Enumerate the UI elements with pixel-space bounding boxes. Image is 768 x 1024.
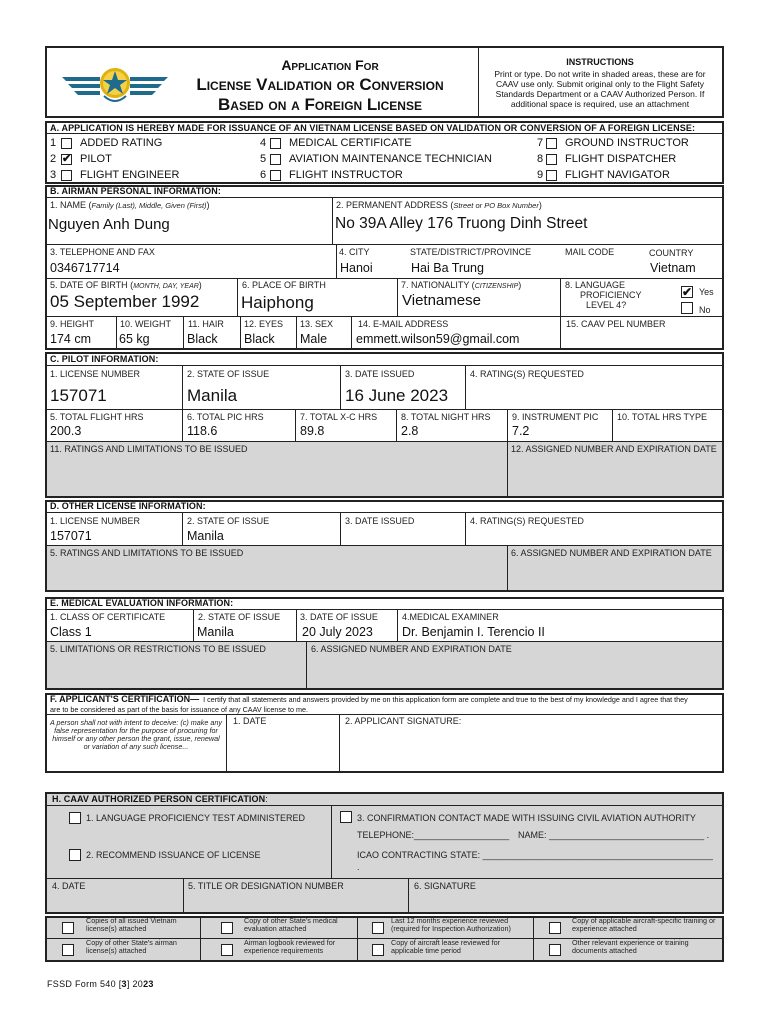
h-name-line[interactable]: NAME: _______________________________ . [518,830,710,840]
b-vline-lang [560,279,561,316]
b-vline-pob [237,279,238,316]
lang-label-2: PROFICIENCY [580,290,642,300]
f-rule-1 [46,714,723,715]
e-class-label: 1. CLASS OF CERTIFICATE [50,612,166,622]
f-warning-text: A person shall not with intent to deceive: (c) make any false representation for the purpose of procuring for himself or any other person the grant, issue, renewal or variation of any such license... [50,718,222,751]
weight-value[interactable]: 65 kg [119,332,150,346]
d-license-label: 1. LICENSE NUMBER [50,516,141,526]
hair-value[interactable]: Black [187,332,218,346]
form-number: FSSD Form 540 [3] 2023 [47,979,154,989]
c-vline-3 [465,366,466,409]
f-vline-1 [226,715,227,772]
option-1-checkbox[interactable] [61,138,72,149]
option-9-checkbox[interactable] [546,170,557,181]
b-vline-email [351,317,352,350]
h-icao-line[interactable]: ICAO CONTRACTING STATE: ______________________________________________ [357,850,713,860]
option-4-label: MEDICAL CERTIFICATE [289,137,412,149]
form-title-line2: License Validation or Conversion [196,75,444,94]
dob-label: 5. DATE OF BIRTH (MONTH, DAY, YEAR) [50,280,202,290]
e-class-value[interactable]: Class 1 [50,625,92,639]
att-1-checkbox[interactable] [62,922,74,934]
email-value[interactable]: emmett.wilson59@gmail.com [356,332,520,346]
d-vline-2 [340,513,341,545]
lang-label-1: 8. LANGUAGE [565,280,626,290]
h-date-label: 4. DATE [52,881,86,891]
email-label: 14. E-MAIL ADDRESS [358,319,449,329]
option-1-label: ADDED RATING [80,137,163,149]
h-signature-label: 6. SIGNATURE [414,881,476,891]
b-vline-name [332,198,333,244]
option-4-checkbox[interactable] [270,138,281,149]
e-state-label: 2. STATE OF ISSUE [198,612,281,622]
b-vline-nat [397,279,398,316]
option-1-num: 1 [50,137,57,149]
att-8-label: Other relevant experience or training documents attached [572,938,689,955]
option-6-label: FLIGHT INSTRUCTOR [289,169,403,181]
c-vline-8 [612,410,613,441]
att-3-label: Last 12 months experience reviewed (required for Inspection Authorization) [391,916,511,933]
section-h-heading: H. CAAV AUTHORIZED PERSON CERTIFICATION: [52,794,268,804]
c-type-label: 10. TOTAL HRS TYPE [617,412,708,422]
b-rule-2 [46,278,723,279]
sex-label: 13. SEX [300,319,334,329]
d-rule-1 [46,545,723,546]
lang-yes-label: Yes [699,287,714,297]
d-vline-4 [507,546,508,591]
option-2-num: 2 [50,153,57,165]
c-ratings-limits-label: 11. RATINGS AND LIMITATIONS TO BE ISSUED [50,444,248,454]
b-rule-1 [46,244,723,245]
section-c-heading: C. PILOT INFORMATION: [50,354,159,364]
instructions-line-4: additional space is required, use an attachment [510,99,690,109]
att-6-label: Airman logbook reviewed for experience requirements [244,938,336,955]
pel-label: 15. CAAV PEL NUMBER [566,319,666,329]
c-rule-1 [46,409,723,410]
section-a-heading-rule [46,133,723,134]
d-vline-1 [182,513,183,545]
e-vline-2 [296,610,297,641]
d-rating-label: 4. RATING(S) REQUESTED [470,516,584,526]
instructions-title: INSTRUCTIONS [566,57,634,67]
h-confirm-checkbox[interactable] [340,811,352,823]
option-6-num: 6 [260,169,267,181]
h-icao-dot: . [357,862,360,872]
att-vline-3 [533,917,534,961]
c-vline-5 [295,410,296,441]
height-value[interactable]: 174 cm [50,332,91,346]
c-night-label: 8. TOTAL NIGHT HRS [401,412,491,422]
e-date-label: 3. DATE OF ISSUE [300,612,378,622]
c-vline-2 [340,366,341,409]
option-3-checkbox[interactable] [61,170,72,181]
option-7-checkbox[interactable] [546,138,557,149]
c-rule-head [46,365,723,366]
d-state-value[interactable]: Manila [187,529,224,543]
c-tfh-value[interactable]: 200.3 [50,424,82,438]
option-2-label: PILOT [80,153,112,165]
c-vline-6 [396,410,397,441]
header-divider [478,47,479,117]
option-8-num: 8 [537,153,544,165]
d-date-label: 3. DATE ISSUED [345,516,415,526]
h-recommend-checkbox[interactable] [69,849,81,861]
c-state-value[interactable]: Manila [187,386,238,405]
d-assigned-label: 6. ASSIGNED NUMBER AND EXPIRATION DATE [511,548,712,558]
h-telephone-line[interactable]: TELEPHONE:___________________ [357,830,510,840]
option-5-checkbox[interactable] [270,154,281,165]
e-rule-1 [46,641,723,642]
c-pic-value[interactable]: 118.6 [187,424,218,438]
option-3-label: FLIGHT ENGINEER [80,169,180,181]
city-label: 4. CITY [339,247,370,257]
c-license-label: 1. LICENSE NUMBER [50,369,141,379]
c-inst-value[interactable]: 7.2 [512,424,530,438]
b-vline-sex [296,317,297,350]
f-vline-2 [339,715,340,772]
att-7-checkbox[interactable] [372,944,384,956]
lang-yes-checkbox[interactable]: ✔ [682,285,693,299]
pob-label: 6. PLACE OF BIRTH [242,280,326,290]
att-vline-1 [200,917,201,961]
c-vline-1 [182,366,183,409]
h-recommend-label: 2. RECOMMEND ISSUANCE OF LICENSE [86,850,261,860]
c-inst-label: 9. INSTRUMENT PIC [512,412,599,422]
att-3-checkbox[interactable] [372,922,384,934]
option-8-checkbox[interactable] [546,154,557,165]
h-confirm-label: 3. CONFIRMATION CONTACT MADE WITH ISSUING CIVIL AVIATION AUTHORITY [357,813,696,823]
b-vline-hair [183,317,184,350]
dob-value[interactable]: 05 September 1992 [50,292,200,311]
att-4-checkbox[interactable] [549,922,561,934]
att-2-label: Copy of other State's medical evaluation attached [244,916,338,933]
att-vline-2 [357,917,358,961]
option-6-checkbox[interactable] [270,170,281,181]
option-5-num: 5 [260,153,267,165]
att-4-label: Copy of applicable aircraft-specific training or experience attached [572,916,716,933]
phone-value[interactable]: 0346717714 [50,261,120,275]
c-date-label: 3. DATE ISSUED [345,369,415,379]
address-label: 2. PERMANENT ADDRESS (Street or PO Box Number) [336,200,542,210]
e-examiner-label: 4.MEDICAL EXAMINER [402,612,499,622]
name-value[interactable]: Nguyen Anh Dung [48,216,170,233]
e-rule-head [46,609,723,610]
country-value[interactable]: Vietnam [650,261,696,275]
option-9-label: FLIGHT NAVIGATOR [565,169,670,181]
c-vline-7 [507,410,508,441]
section-e-heading: E. MEDICAL EVALUATION INFORMATION: [50,598,234,608]
att-8-checkbox[interactable] [549,944,561,956]
option-9-num: 9 [537,169,544,181]
section-f-heading: F. APPLICANT'S CERTIFICATION— [50,694,200,704]
name-label: 1. NAME (Family (Last), Middle, Given (First)) [50,200,210,210]
caav-logo-icon [60,64,170,106]
c-rule-2 [46,441,723,442]
e-date-value[interactable]: 20 July 2023 [302,625,373,639]
h-rule-1 [46,878,723,879]
b-vline-pel [560,317,561,350]
b-vline-city [336,245,337,278]
option-8-label: FLIGHT DISPATCHER [565,153,677,165]
f-cert-line2: are to be considered as part of the basis for issuance of any CAAV license to me. [50,705,308,714]
e-vline-4 [306,642,307,689]
option-7-label: GROUND INSTRUCTOR [565,137,689,149]
mail-code-label: MAIL CODE [565,247,615,257]
section-b-heading: B. AIRMAN PERSONAL INFORMATION: [50,186,221,196]
option-4-num: 4 [260,137,267,149]
eyes-value[interactable]: Black [244,332,275,346]
att-2-checkbox[interactable] [221,922,233,934]
d-state-label: 2. STATE OF ISSUE [187,516,270,526]
d-ratings-limits-label: 5. RATINGS AND LIMITATIONS TO BE ISSUED [50,548,244,558]
c-vline-4 [182,410,183,441]
option-2-checkbox[interactable]: ✔ [62,153,72,165]
instructions-line-3: Standards Department or a CAAV Authorized Person. If [495,89,705,99]
h-rule-head [46,805,723,806]
c-xc-value[interactable]: 89.8 [300,424,325,438]
e-examiner-value[interactable]: Dr. Benjamin I. Terencio II [402,625,545,639]
att-5-label: Copy of other State's airman license(s) attached [86,938,177,955]
form-title-line1: Application For [281,57,379,73]
phone-label: 3. TELEPHONE AND FAX [50,247,155,257]
c-tfh-label: 5. TOTAL FLIGHT HRS [50,412,144,422]
option-3-num: 3 [50,169,57,181]
e-state-value[interactable]: Manila [197,625,234,639]
eyes-label: 12. EYES [244,319,284,329]
e-limits-label: 5. LIMITATIONS OR RESTRICTIONS TO BE ISSUED [50,644,266,654]
section-a-heading: A. APPLICATION IS HEREBY MADE FOR ISSUANCE OF AN VIETNAM LICENSE BASED ON VALIDATION OR CONVERSION OF A FOREIGN LICENSE: [50,123,696,133]
b-vline-weight [116,317,117,350]
att-5-checkbox[interactable] [62,944,74,956]
b-rule-3 [46,316,723,317]
b-vline-eyes [240,317,241,350]
h-lang-test-checkbox[interactable] [69,812,81,824]
weight-label: 10. WEIGHT [120,319,172,329]
lang-label-3: LEVEL 4? [586,300,627,310]
instructions-line-1: Print or type. Do not write in shaded areas, these are for [494,69,706,79]
att-1-label: Copies of all issued Vietnam license(s) attached [86,916,177,933]
c-state-label: 2. STATE OF ISSUE [187,369,270,379]
instructions-line-2: CAAV use only. Submit original only to the Flight Safety [495,79,705,89]
h-lang-test-label: 1. LANGUAGE PROFICIENCY TEST ADMINISTERED [86,813,306,823]
pob-value[interactable]: Haiphong [241,293,314,312]
e-vline-1 [193,610,194,641]
b-rule-head [46,197,723,198]
c-vline-9 [507,442,508,497]
lang-no-label: No [699,305,711,315]
e-vline-3 [397,610,398,641]
c-assigned-label: 12. ASSIGNED NUMBER AND EXPIRATION DATE [511,444,717,454]
c-pic-label: 6. TOTAL PIC HRS [187,412,264,422]
c-date-value[interactable]: 16 June 2023 [345,386,449,405]
f-date-label: 1. DATE [233,716,267,726]
form-title-line3: Based on a Foreign License [218,95,422,114]
h-title-label: 5. TITLE OR DESIGNATION NUMBER [188,881,344,891]
city-value[interactable]: Hanoi [340,261,373,275]
lang-no-checkbox[interactable] [681,302,693,314]
height-label: 9. HEIGHT [50,319,95,329]
c-license-value[interactable]: 157071 [50,386,107,405]
c-rating-label: 4. RATING(S) REQUESTED [470,369,584,379]
country-label: COUNTRY [649,248,694,258]
state-value[interactable]: Hai Ba Trung [411,261,484,275]
hair-label: 11. HAIR [188,319,224,329]
c-xc-label: 7. TOTAL X-C HRS [300,412,378,422]
option-7-num: 7 [537,137,544,149]
d-license-value[interactable]: 157071 [50,529,92,543]
f-cert-line1: F. APPLICANT'S CERTIFICATION— I certify that all statements and answers provided by me on this application form are complete and true to the best of my knowledge and I agree that they [50,694,688,704]
e-assigned-label: 6. ASSIGNED NUMBER AND EXPIRATION DATE [311,644,512,654]
nationality-label: 7. NATIONALITY (CITIZENSHIP) [401,280,522,290]
h-vline-3 [408,879,409,913]
d-vline-3 [465,513,466,545]
option-5-label: AVIATION MAINTENANCE TECHNICIAN [289,153,492,165]
h-vline-2 [183,879,184,913]
att-6-checkbox[interactable] [221,944,233,956]
address-value[interactable]: No 39A Alley 176 Truong Dinh Street [335,215,588,232]
nationality-value[interactable]: Vietnamese [402,292,481,309]
att-7-label: Copy of aircraft lease reviewed for applicable time period [391,938,501,955]
f-signature-label: 2. APPLICANT SIGNATURE: [345,716,462,726]
sex-value[interactable]: Male [300,332,328,346]
state-label: STATE/DISTRICT/PROVINCE [410,247,532,257]
c-night-value[interactable]: 2.8 [401,424,419,438]
section-d-heading: D. OTHER LICENSE INFORMATION: [50,501,206,511]
h-vline-1 [331,806,332,878]
d-rule-head [46,512,723,513]
